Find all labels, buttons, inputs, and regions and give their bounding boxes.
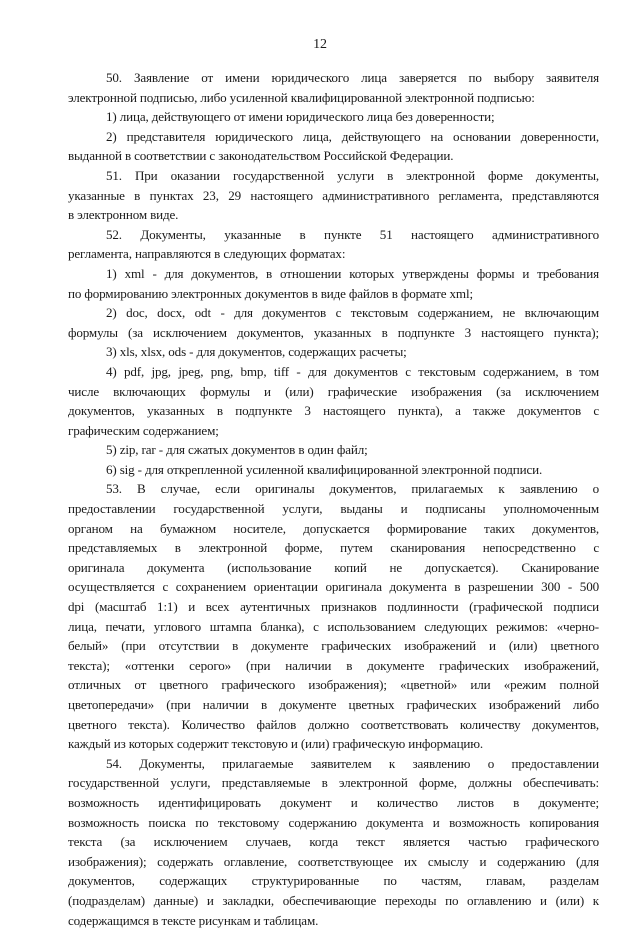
text-line: документов, содержащих структурированные по частям, главам, разделам [68, 873, 599, 889]
text-line: содержащимся в тексте рисункам и таблицам. [68, 912, 319, 928]
text-line: белый» (при отсутствии в документе графических изображений и (или) цветного [68, 638, 599, 654]
text-line: возможность поиска по текстовому содержанию документа и возможность копирования [68, 814, 599, 830]
text-line: 51. При оказании государственной услуги в электронной форме документы, [106, 167, 599, 183]
text-line: 4) pdf, jpg, jpeg, png, bmp, tiff - для документов с текстовым содержанием, в том [106, 363, 599, 379]
text-line: 3) xls, xlsx, ods - для документов, содержащих расчеты; [106, 344, 407, 360]
text-line: представляемых в электронной форме, путем сканирования непосредственно с [68, 540, 599, 556]
text-line: цветного текста). Количество файлов должно соответствовать количеству документов, [68, 716, 599, 732]
text-line: текста (за исключением случаев, когда текст является частью графического [68, 834, 599, 850]
text-line: электронной подписью, либо усиленной квалифицированной электронной подписью: [68, 89, 535, 105]
text-line: государственной услуги, представляемые в электронной форме, должны обеспечивать: [68, 775, 599, 791]
text-line: отличных от цветного графического изображения); «цветной» или «режим полной [68, 677, 599, 693]
text-line: изображения); содержать оглавление, соответствующее их смыслу и содержанию (для [68, 853, 599, 869]
page-number: 12 [313, 37, 327, 52]
text-line: документов, указанных в подпункте 3 настоящего пункта), а также документов с [68, 403, 599, 419]
text-line: 2) представителя юридического лица, действующего на основании доверенности, [106, 128, 599, 144]
text-line: выданной в соответствии с законодательством Российской Федерации. [68, 148, 454, 164]
text-line: возможность идентифицировать документ и количество листов в документе; [68, 794, 599, 810]
text-line: лица, печати, углового штампа бланка), с использованием следующих режимов: «черно- [68, 618, 599, 634]
text-line: формулы (за исключением документов, указанных в подпункте 3 настоящего пункта); [68, 324, 599, 340]
text-line: 6) sig - для открепленной усиленной квалифицированной электронной подписи. [106, 461, 543, 477]
text-line: dpi (масштаб 1:1) и всех аутентичных признаков подлинности (графической подписи [68, 599, 599, 615]
text-line: указанные в пунктах 23, 29 настоящего административного регламента, представляются [68, 187, 599, 203]
text-line: текста); «оттенки серого» (при наличии в документе графических изображений, [68, 657, 599, 673]
text-line: 53. В случае, если оригиналы документов, прилагаемых к заявлению о [106, 481, 599, 497]
text-line: регламента, направляются в следующих форматах: [68, 246, 346, 262]
text-line: (подразделам) данные) и закладки, обеспечивающие переходы по оглавлению и (или) к [68, 892, 599, 908]
text-line: 54. Документы, прилагаемые заявителем к заявлению о предоставлении [106, 755, 599, 771]
text-line: 1) xml - для документов, в отношении которых утверждены формы и требования [106, 265, 599, 281]
text-line: по формированию электронных документов в виде файлов в формате xml; [68, 285, 473, 301]
text-line: осуществляется с сохранением ориентации оригинала документа в разрешении 300 - 500 [68, 579, 599, 595]
text-line: каждый из которых содержит текстовую и (или) графическую информацию. [68, 736, 484, 752]
text-line: 52. Документы, указанные в пункте 51 настоящего административного [106, 226, 599, 242]
text-line: числе включающих формулы и (или) графические изображения (за исключением [68, 383, 599, 399]
text-line: цветопередачи» (при наличии в документе цветных графических изображений либо [68, 697, 599, 712]
text-line: органом на бумажном носителе, допускается формирование таких документов, [68, 520, 599, 536]
text-line: в электронном виде. [68, 207, 179, 223]
text-line: 1) лица, действующего от имени юридического лица без доверенности; [106, 109, 495, 125]
text-line: предоставлении государственной услуги, выданы и подписаны уполномоченным [68, 501, 599, 517]
text-line: графическим содержанием; [68, 422, 219, 438]
text-line: оригинала документа (использование копий не допускается). Сканирование [68, 559, 599, 575]
text-line: 5) zip, rar - для сжатых документов в один файл; [106, 442, 368, 458]
text-line: 2) doc, docx, odt - для документов с текстовым содержанием, не включающим [106, 305, 599, 321]
text-line: 50. Заявление от имени юридического лица заверяется по выбору заявителя [106, 70, 599, 85]
document-body [68, 68, 599, 930]
